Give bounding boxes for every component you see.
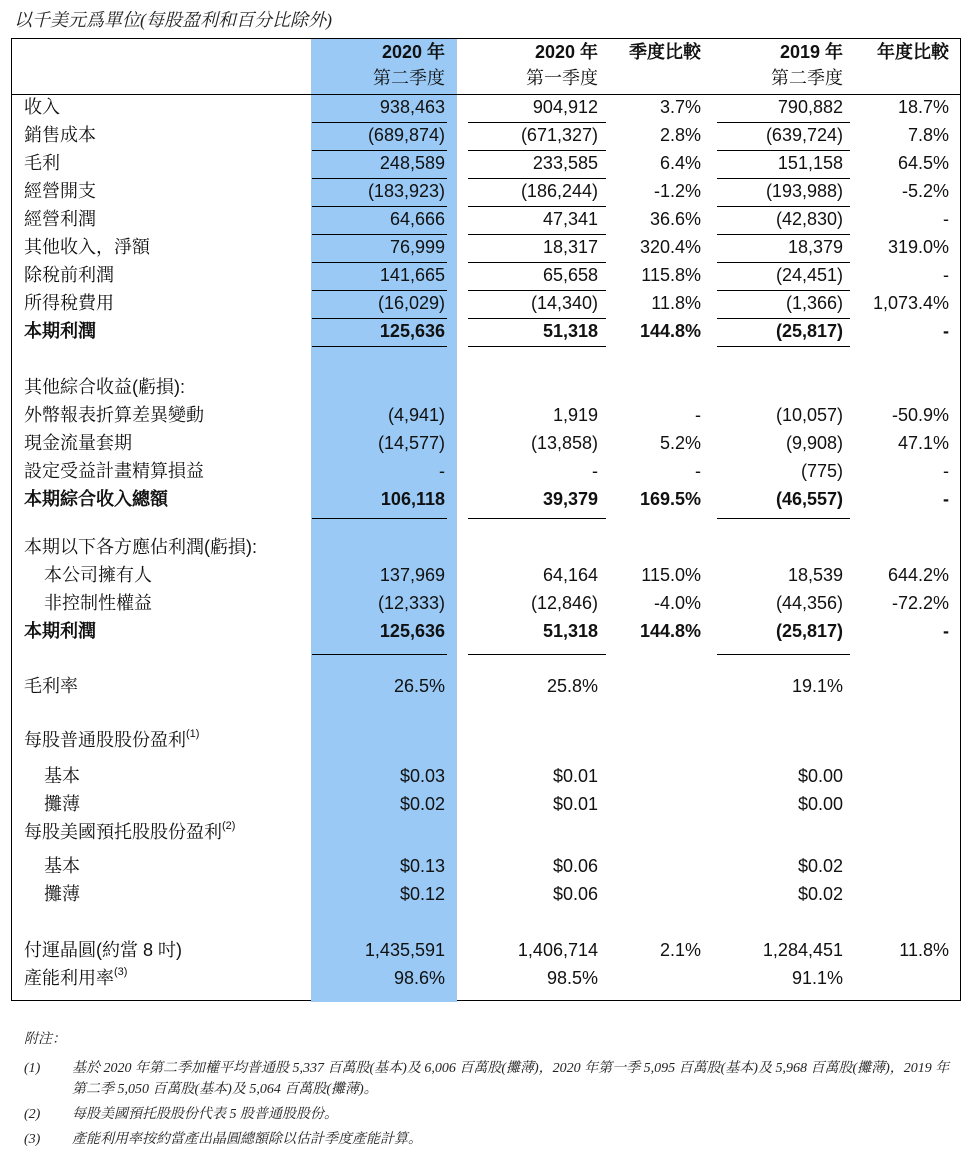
cell-c2: - <box>592 461 598 481</box>
row-label <box>24 208 96 230</box>
row-label <box>44 793 80 815</box>
cell-c2: 39,379 <box>542 489 598 509</box>
cell-c4: (193,988) <box>765 181 843 201</box>
cell-c2: (14,340) <box>530 293 598 313</box>
cell-c1: 125,636 <box>379 621 445 641</box>
row-label <box>44 883 80 905</box>
row-label-text: 本期以下各方應佔利潤(虧損): <box>24 537 257 557</box>
cell-c1: 125,636 <box>379 321 445 341</box>
cell-c2: $0.01 <box>552 766 598 786</box>
footnote-ref: (1) <box>186 728 200 740</box>
cell-c3: 115.0% <box>641 565 701 585</box>
cell-c1: (4,941) <box>387 405 445 425</box>
underline-rule <box>312 654 447 655</box>
row-label <box>44 592 152 614</box>
cell-c1: 64,666 <box>389 209 445 229</box>
footnote <box>24 1104 954 1125</box>
underline-rule <box>468 234 606 235</box>
cell-c5: -50.9% <box>891 405 949 425</box>
footnote-text: 每股美國預托股股份代表 5 股普通股股份。 <box>72 1107 338 1122</box>
underline-rule <box>468 206 606 207</box>
row-label-text: 本期利潤 <box>24 321 96 341</box>
row-label-text: 攤薄 <box>44 794 80 814</box>
cell-c1: $0.13 <box>399 856 445 876</box>
cell-c4: (42,830) <box>775 209 843 229</box>
cell-c2: 64,164 <box>542 565 598 585</box>
cell-c4: (44,356) <box>775 593 843 613</box>
footnote-text: 基於 2020 年第二季加權平均普通股 5,337 百萬股(基本)及 6,006 百萬股(攤薄)，2020 年第一季 5,095 百萬股(基本)及 5,968 百萬股(攤薄)，2019 年第二季 5,050 百萬股(基本)及 5,064 百萬股(攤薄)。 <box>72 1061 950 1097</box>
footnote-text: 產能利用率按約當產出晶圓總額除以估計季度產能計算。 <box>72 1132 422 1147</box>
row-label-text: 經營開支 <box>24 181 96 201</box>
row-label <box>24 180 96 202</box>
row-label-text: 本期綜合收入總額 <box>24 489 168 509</box>
cell-c5: 319.0% <box>887 237 949 257</box>
row-label <box>24 96 60 118</box>
cell-c4: $0.00 <box>797 794 843 814</box>
cell-c2: 1,406,714 <box>517 940 598 960</box>
row-label-text: 毛利 <box>24 153 60 173</box>
header-rule <box>12 94 960 95</box>
cell-c3: -4.0% <box>653 593 701 613</box>
cell-c2: $0.06 <box>552 856 598 876</box>
cell-c3: 144.8% <box>639 321 701 341</box>
footnote <box>24 1058 954 1100</box>
row-label <box>24 404 204 426</box>
underline-rule <box>312 206 447 207</box>
header-c3-line1: 季度比較 <box>629 42 701 62</box>
row-label-text: 產能利用率 <box>24 968 114 988</box>
cell-c2: 18,317 <box>542 237 598 257</box>
cell-c4: $0.02 <box>797 856 843 876</box>
cell-c2: $0.01 <box>552 794 598 814</box>
underline-rule <box>717 290 850 291</box>
cell-c3: 2.8% <box>659 125 701 145</box>
cell-c4: (9,908) <box>785 433 843 453</box>
cell-c5: - <box>943 621 949 641</box>
underline-rule <box>717 654 850 655</box>
cell-c3: 3.7% <box>659 97 701 117</box>
underline-rule <box>312 318 447 319</box>
cell-c5: 7.8% <box>907 125 949 145</box>
underline-rule <box>312 150 447 151</box>
cell-c2: 47,341 <box>542 209 598 229</box>
underline-rule <box>717 346 850 347</box>
cell-c5: -72.2% <box>891 593 949 613</box>
cell-c3: 11.8% <box>651 293 701 313</box>
cell-c4: 91.1% <box>791 968 843 988</box>
footnote-id: (1) <box>24 1061 41 1076</box>
footnote-ref: (2) <box>222 820 236 832</box>
cell-c5: 18.7% <box>897 97 949 117</box>
cell-c3: 5.2% <box>659 433 701 453</box>
underline-rule <box>468 122 606 123</box>
cell-c3: 2.1% <box>659 940 701 960</box>
cell-c4: (25,817) <box>775 321 843 341</box>
cell-c3: 36.6% <box>649 209 701 229</box>
underline-rule <box>717 206 850 207</box>
row-label-text: 所得稅費用 <box>24 293 114 313</box>
row-label-text: 每股普通股股份盈利 <box>24 730 186 750</box>
cell-c1: 248,589 <box>379 153 445 173</box>
cell-c1: (689,874) <box>367 125 445 145</box>
cell-c2: (12,846) <box>530 593 598 613</box>
cell-c4: (46,557) <box>775 489 843 509</box>
footnote-ref: (3) <box>114 966 128 978</box>
cell-c2: $0.06 <box>552 884 598 904</box>
cell-c2: 1,919 <box>552 405 598 425</box>
cell-c2: 51,318 <box>542 321 598 341</box>
row-label-text: 經營利潤 <box>24 209 96 229</box>
row-label-text: 基本 <box>44 766 80 786</box>
header-c5-line1: 年度比較 <box>877 42 949 62</box>
cell-c1: - <box>439 461 445 481</box>
cell-c4: (775) <box>800 461 843 481</box>
cell-c4: 1,284,451 <box>762 940 843 960</box>
row-label-text: 非控制性權益 <box>44 593 152 613</box>
cell-c4: (10,057) <box>775 405 843 425</box>
row-label-text: 設定受益計畫精算損益 <box>24 461 204 481</box>
cell-c5: 11.8% <box>899 940 949 960</box>
footnote <box>24 1129 954 1150</box>
cell-c2: 65,658 <box>542 265 598 285</box>
cell-c4: 18,379 <box>787 237 843 257</box>
cell-c4: 790,882 <box>777 97 843 117</box>
row-label <box>24 320 96 342</box>
cell-c4: $0.02 <box>797 884 843 904</box>
row-label-text: 每股美國預托股股份盈利 <box>24 822 222 842</box>
footnote-id: (2) <box>24 1107 41 1122</box>
cell-c1: (16,029) <box>377 293 445 313</box>
underline-rule <box>717 518 850 519</box>
cell-c3: 115.8% <box>641 265 701 285</box>
underline-rule <box>468 150 606 151</box>
cell-c2: 98.5% <box>546 968 598 988</box>
cell-c5: 644.2% <box>887 565 949 585</box>
underline-rule <box>312 346 447 347</box>
cell-c4: (24,451) <box>775 265 843 285</box>
row-label-text: 除稅前利潤 <box>24 265 114 285</box>
row-label <box>44 855 80 877</box>
row-label <box>24 939 182 961</box>
cell-c3: -1.2% <box>653 181 701 201</box>
header-c4-line2: 第二季度 <box>771 68 843 88</box>
row-label-text: 付運晶圓(約當 8 吋) <box>24 940 183 960</box>
cell-c1: $0.12 <box>399 884 445 904</box>
cell-c4: 19.1% <box>791 676 843 696</box>
footnotes <box>24 1028 954 1154</box>
row-label-text: 其他收入，淨額 <box>24 237 150 257</box>
row-label <box>24 536 257 558</box>
cell-c2: (186,244) <box>520 181 598 201</box>
cell-c2: 51,318 <box>542 621 598 641</box>
cell-c1: $0.03 <box>399 766 445 786</box>
cell-c1: (14,577) <box>377 433 445 453</box>
row-label-text: 基本 <box>44 856 80 876</box>
row-label <box>24 488 168 510</box>
cell-c1: (183,923) <box>367 181 445 201</box>
underline-rule <box>312 518 447 519</box>
cell-c1: 26.5% <box>393 676 445 696</box>
cell-c3: - <box>695 405 701 425</box>
underline-rule <box>312 290 447 291</box>
cell-c2: 25.8% <box>546 676 598 696</box>
row-label <box>24 821 235 843</box>
row-label-text: 外幣報表折算差異變動 <box>24 405 204 425</box>
row-label <box>24 967 127 989</box>
footnote-id: (3) <box>24 1132 41 1147</box>
footnotes-title: 附注： <box>24 1032 66 1047</box>
cell-c3: - <box>695 461 701 481</box>
cell-c1: 137,969 <box>379 565 445 585</box>
cell-c5: 64.5% <box>897 153 949 173</box>
cell-c5: 47.1% <box>897 433 949 453</box>
row-label-text: 本公司擁有人 <box>44 565 152 585</box>
cell-c1: (12,333) <box>377 593 445 613</box>
underline-rule <box>468 178 606 179</box>
underline-rule <box>468 654 606 655</box>
underline-rule <box>468 518 606 519</box>
cell-c2: (671,327) <box>520 125 598 145</box>
underline-rule <box>468 262 606 263</box>
cell-c1: $0.02 <box>399 794 445 814</box>
cell-c4: $0.00 <box>797 766 843 786</box>
row-label <box>24 675 78 697</box>
cell-c4: (639,724) <box>765 125 843 145</box>
underline-rule <box>717 262 850 263</box>
cell-c3: 6.4% <box>659 153 701 173</box>
row-label-text: 收入 <box>24 97 60 117</box>
cell-c5: - <box>943 209 949 229</box>
row-label-text: 銷售成本 <box>24 125 96 145</box>
header-c2-line2: 第一季度 <box>526 68 598 88</box>
row-label <box>24 376 185 398</box>
row-label-text: 其他綜合收益(虧損): <box>24 377 185 397</box>
underline-rule <box>312 262 447 263</box>
cell-c2: 904,912 <box>532 97 598 117</box>
cell-c1: 1,435,591 <box>364 940 445 960</box>
cell-c1: 76,999 <box>389 237 445 257</box>
underline-rule <box>717 318 850 319</box>
cell-c5: - <box>943 321 949 341</box>
row-label-text: 本期利潤 <box>24 621 96 641</box>
cell-c3: 320.4% <box>639 237 701 257</box>
cell-c4: (1,366) <box>785 293 843 313</box>
row-label <box>24 236 150 258</box>
underline-rule <box>717 150 850 151</box>
row-label <box>44 765 80 787</box>
row-label-text: 現金流量套期 <box>24 433 132 453</box>
row-label <box>24 620 96 642</box>
cell-c2: (13,858) <box>530 433 598 453</box>
income-statement-table <box>11 38 961 1001</box>
cell-c2: 233,585 <box>532 153 598 173</box>
underline-rule <box>468 290 606 291</box>
row-label <box>24 264 114 286</box>
cell-c3: 144.8% <box>639 621 701 641</box>
underline-rule <box>468 346 606 347</box>
cell-c4: 18,539 <box>787 565 843 585</box>
underline-rule <box>312 234 447 235</box>
cell-c1: 98.6% <box>393 968 445 988</box>
cell-c3: 169.5% <box>639 489 701 509</box>
cell-c1: 938,463 <box>379 97 445 117</box>
row-label <box>24 292 114 314</box>
underline-rule <box>468 318 606 319</box>
header-c1-line2: 第二季度 <box>373 68 445 88</box>
row-label <box>24 432 132 454</box>
cell-c1: 141,665 <box>379 265 445 285</box>
underline-rule <box>717 234 850 235</box>
cell-c4: 151,158 <box>777 153 843 173</box>
underline-rule <box>312 122 447 123</box>
row-label-text: 攤薄 <box>44 884 80 904</box>
cell-c4: (25,817) <box>775 621 843 641</box>
row-label <box>24 460 204 482</box>
cell-c5: - <box>943 265 949 285</box>
table-caption: 以千美元爲單位(每股盈利和百分比除外) <box>14 10 332 30</box>
cell-c5: -5.2% <box>901 181 949 201</box>
cell-c5: - <box>943 461 949 481</box>
header-c4-line1: 2019 年 <box>779 42 843 62</box>
underline-rule <box>717 122 850 123</box>
cell-c5: - <box>943 489 949 509</box>
cell-c1: 106,118 <box>380 489 445 509</box>
row-label <box>24 124 96 146</box>
row-label-text: 毛利率 <box>24 676 78 696</box>
row-label <box>24 152 60 174</box>
row-label <box>24 729 199 751</box>
header-c2-line1: 2020 年 <box>534 42 598 62</box>
underline-rule <box>312 178 447 179</box>
underline-rule <box>717 178 850 179</box>
header-c1-line1: 2020 年 <box>381 42 445 62</box>
row-label <box>44 564 152 586</box>
cell-c5: 1,073.4% <box>872 293 949 313</box>
